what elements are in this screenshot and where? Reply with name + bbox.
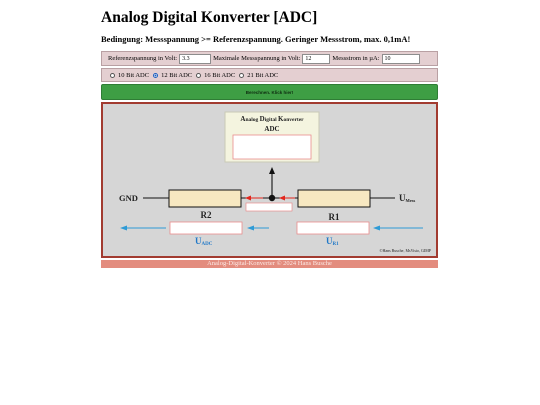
resistor-r2	[169, 190, 241, 207]
arrow-left-icon	[245, 196, 251, 201]
r1-label: R1	[328, 212, 340, 222]
junction-node	[269, 195, 275, 201]
page-title: Analog Digital Konverter [ADC]	[101, 9, 318, 26]
arrow-left-icon	[373, 226, 380, 231]
radio-dot-checked[interactable]	[153, 73, 158, 78]
resolution-radio-row	[101, 68, 438, 82]
arrow-left-icon	[120, 226, 127, 231]
circuit-diagram	[101, 102, 438, 258]
arrow-left-icon	[247, 226, 254, 231]
u-adc-result-field	[170, 222, 242, 234]
u-r1-label: UR1	[326, 236, 339, 247]
adc-box-title: Analog Digital Konverter	[240, 115, 304, 123]
ref-voltage-label: Referenzspannung in Volt:	[108, 55, 178, 62]
r2-label: R2	[200, 210, 212, 220]
current-label: Messstrom in µA:	[332, 55, 380, 62]
diagram-copyright: ©Hans Busche, MsVisio, GIMP	[379, 248, 431, 253]
radio-dot[interactable]	[239, 73, 244, 78]
calculate-button[interactable]: Berechnen. Klick hier!	[101, 84, 438, 100]
circuit-svg	[103, 104, 436, 256]
u-r1-result-field	[297, 222, 369, 234]
current-result-field	[246, 203, 292, 211]
u-adc-label: UADC	[195, 236, 213, 247]
page-footer: Analog-Digital-Konverter © 2024 Hans Busche	[101, 260, 438, 268]
radio-21-bit[interactable]: 21 Bit ADC	[239, 72, 278, 79]
resistor-r1	[298, 190, 370, 207]
radio-dot[interactable]	[196, 73, 201, 78]
max-voltage-label: Maximale Messspannung in Volt:	[213, 55, 301, 62]
radio-dot[interactable]	[110, 73, 115, 78]
condition-text: Bedingung: Messspannung >= Referenzspannung. Geringer Messstrom, max. 0,1mA!	[101, 34, 411, 44]
arrow-left-icon	[279, 196, 285, 201]
radio-16-bit[interactable]: 16 Bit ADC	[196, 72, 235, 79]
current-input[interactable]: 10	[382, 54, 420, 64]
arrow-up-icon	[269, 167, 275, 174]
u-mess-label: UMess	[399, 193, 416, 203]
adc-label: ADC	[264, 125, 280, 133]
radio-12-bit[interactable]: 12 Bit ADC	[153, 72, 192, 79]
radio-10-bit[interactable]: 10 Bit ADC	[110, 72, 149, 79]
adc-result-field	[233, 135, 311, 159]
gnd-label: GND	[119, 193, 138, 203]
parameter-input-row	[101, 51, 438, 66]
max-voltage-input[interactable]: 12	[302, 54, 330, 64]
ref-voltage-input[interactable]: 3.3	[179, 54, 211, 64]
